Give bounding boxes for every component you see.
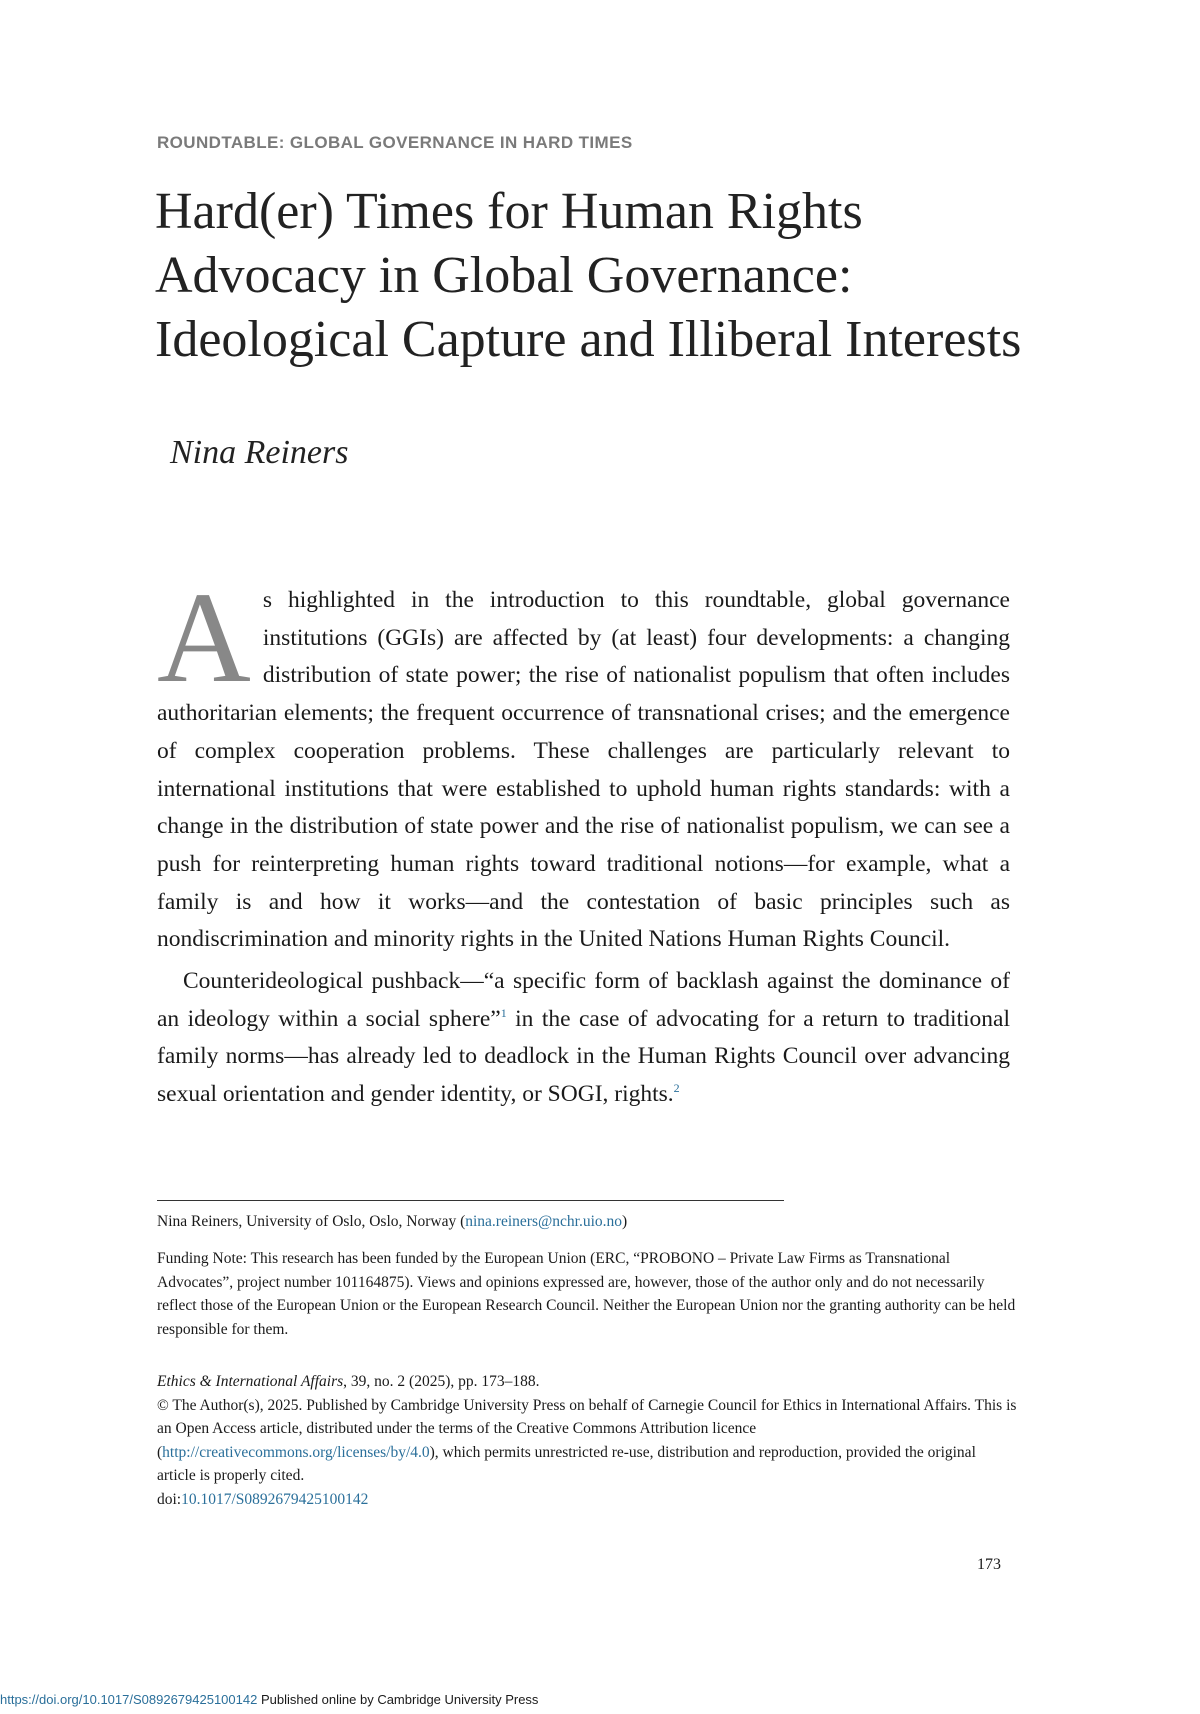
license-text-b: ), which permits unrestricted re-use, distribution and reproduction, provided the original article is properly cited.	[157, 1443, 976, 1484]
author-email-link[interactable]: nina.reiners@nchr.uio.no	[465, 1213, 622, 1230]
doi-label: doi:	[157, 1490, 182, 1508]
paragraph-1-text: s highlighted in the introduction to this roundtable, global governance institutions (GGIs) are affected by (at least) four developments: a changing distribution of state power; the rise of nationalist populism that often includes authoritarian elements; the frequent occurrence of transnational crises; and the emergence of complex cooperation problems. These challenges are particularly relevant to international institutions that were established to uphold human rights standards: with a change in the distribution of state power and the rise of nationalist populism, we can see a push for reinterpreting human rights toward traditional notions—for example, what a family is and how it works—and the contestation of basic principles such as nondiscrimination and minority rights in the United Nations Human Rights Council.	[157, 587, 1010, 953]
drop-cap: A	[157, 566, 251, 710]
footer-doi-link[interactable]: https://doi.org/10.1017/S0892679425100142	[0, 1692, 258, 1707]
author-name: Nina Reiners	[170, 434, 349, 471]
doi-link[interactable]: 10.1017/S0892679425100142	[181, 1490, 369, 1508]
paragraph-2	[157, 963, 1010, 1114]
footer-text: Published online by Cambridge University Press	[257, 1692, 539, 1707]
author-affiliation	[157, 1210, 1017, 1234]
footnote-ref-2[interactable]: 2	[673, 1081, 680, 1096]
footnote-divider	[157, 1200, 784, 1201]
affiliation-name: Nina Reiners	[157, 1213, 239, 1230]
paragraph-2-text-a: Counterideological pushback—“a specific form of backlash against the dominance of an ideology within a social sphere”	[157, 968, 1010, 1032]
page-footer	[0, 1692, 538, 1707]
footnote-ref-1[interactable]: 1	[500, 1005, 507, 1020]
journal-volume: , 39, no. 2 (2025), pp. 173–188.	[343, 1373, 540, 1390]
paragraph-2-text-b: in the case of advocating for a return to traditional family norms—has already led to deadlock in the Human Rights Council over advancing sexual orientation and gender identity, or SOGI, rights.	[157, 1005, 1010, 1108]
citation-block	[157, 1370, 1017, 1511]
article-title: Hard(er) Times for Human Rights Advocacy in Global Governance: Ideological Capture and Illiberal Interests	[155, 183, 1022, 368]
funding-text: Funding Note: This research has been funded by the European Union (ERC, “PROBONO – Private Law Firms as Transnational Advocates”, project number 101164875). Views and opinions expressed are, however, those of the author only and do not necessarily reflect those of the European Union or the European Research Council. Neither the European Union nor the granting authority can be held responsible for them.	[157, 1250, 1016, 1338]
funding-note	[157, 1247, 1017, 1341]
affiliation-text: , University of Oslo, Oslo, Norway (	[238, 1213, 466, 1230]
section-kicker: ROUNDTABLE: GLOBAL GOVERNANCE IN HARD TIMES	[157, 133, 633, 152]
page-number: 173	[977, 1556, 1001, 1573]
license-link[interactable]: http://creativecommons.org/licenses/by/4.0	[162, 1443, 430, 1461]
license-text-a: © The Author(s), 2025. Published by Cambridge University Press on behalf of Carnegie Council for Ethics in International Affairs. This is an Open Access article, distributed under the terms of the Creative Commons Attribution licence (	[157, 1396, 1017, 1461]
article-body	[157, 566, 1010, 1114]
affiliation-close: )	[622, 1213, 628, 1230]
journal-name: Ethics & International Affairs	[157, 1373, 344, 1390]
paragraph-1	[157, 566, 1010, 959]
